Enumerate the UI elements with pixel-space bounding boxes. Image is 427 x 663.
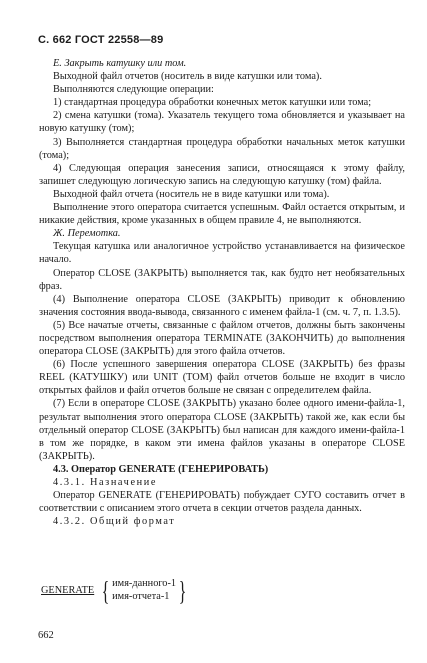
syntax-alternatives — [112, 578, 176, 603]
subsection-heading: 4.3.1. Назначение — [53, 477, 158, 488]
paragraph: (7) Если в операторе CLOSE (ЗАКРЫТЬ) указано более одного имени-файла-1, результат выполнения этого оператора CLOSE (ЗАКРЫТЬ) такой же, как если бы отдельный оператор CLOSE (ЗАКРЫТЬ) был написан для каждого имени-файла-1 в том же порядке, в каком эти имена файлов указаны в операторе CLOSE (ЗАКРЫТЬ). — [39, 398, 405, 462]
paragraph: Выполнение этого оператора считается успешным. Файл остается открытым, и никакие действия, кроме указанных в общем правиле 4, не выполняются. — [39, 202, 405, 227]
paragraph: Ж. Перемотка. — [53, 228, 121, 240]
paragraph: Оператор GENERATE (ГЕНЕРИРОВАТЬ) побуждает СУГО составить отчет в соответствии с описанием этого отчета в секции отчетов раздела данных. — [39, 490, 405, 515]
paragraph: 3) Выполняется стандартная процедура обработки начальных меток катушки (тома); — [39, 136, 405, 161]
paragraph: (5) Все начатые отчеты, связанные с файлом отчетов, должны быть закончены посредством выполнения оператора TERMINATE (ЗАКОНЧИТЬ) до выполнения оператора CLOSE (ЗАКРЫТЬ) для этого файла отчетов. — [39, 319, 405, 358]
paragraph: (4) Выполнение оператора CLOSE (ЗАКРЫТЬ) приводит к обновлению значения состояния ввода-вывода, связанного с именем файла-1 (см. ч. 7, п. 1.3.5). — [39, 293, 405, 318]
section-heading: 4.3. Оператор GENERATE (ГЕНЕРИРОВАТЬ) — [53, 463, 269, 475]
paragraph: 4) Следующая операция занесения записи, относящаяся к этому файлу, запишет следующую логическую запись на следующую катушку (том) файла. — [39, 162, 405, 187]
syntax-option: имя-отчета-1 — [112, 590, 170, 602]
paragraph: Выходной файл отчета (носитель не в виде катушки или тома). — [53, 188, 330, 200]
paragraph: Е. Закрыть катушку или том. — [53, 58, 187, 69]
page-number: 662 — [38, 630, 54, 641]
paragraph: Выполняются следующие операции: — [53, 84, 214, 96]
paragraph: 2) смена катушки (тома). Указатель текущего тома обновляется и указывает на новую катушку (том); — [39, 110, 405, 135]
subsection-heading: 4.3.2. Общий формат — [53, 516, 176, 528]
paragraph: (6) После успешного завершения оператора CLOSE (ЗАКРЫТЬ) без фразы REEL (КАТУШКУ) или UNIT (ТОМ) файл отчетов больше не входит в число открытых файлов и файл отчетов больше не связан с определителем файла. — [39, 359, 405, 397]
left-brace: { — [101, 575, 110, 606]
paragraph: Оператор CLOSE (ЗАКРЫТЬ) выполняется так, как будто нет необязательных фраз. — [39, 267, 405, 292]
paragraph: Выходной файл отчетов (носитель в виде катушки или тома). — [53, 71, 322, 83]
paragraph: 1) стандартная процедура обработки конечных меток катушки или тома; — [53, 97, 372, 109]
page-header: С. 662 ГОСТ 22558—89 — [38, 34, 164, 46]
body-text — [39, 57, 405, 528]
paragraph: Текущая катушка или аналогичное устройство устанавливается на физическое начало. — [39, 241, 405, 266]
syntax-option: имя-данного-1 — [112, 578, 177, 589]
right-brace: } — [178, 575, 187, 606]
generate-keyword: GENERATE — [41, 585, 95, 596]
syntax-format — [41, 575, 189, 606]
